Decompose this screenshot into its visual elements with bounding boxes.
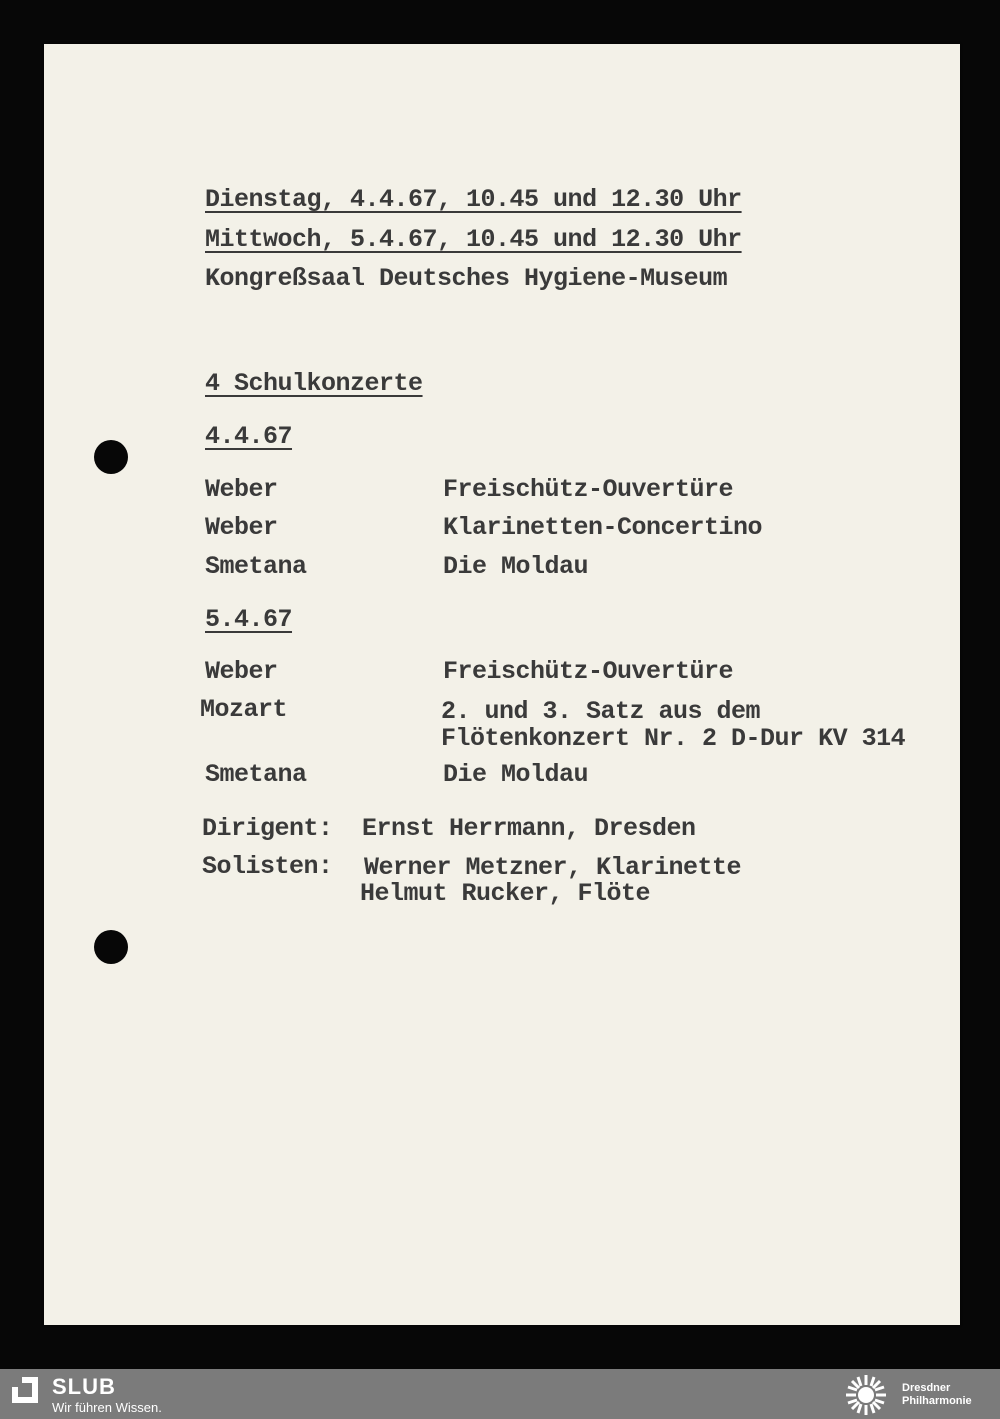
concert1-composer-3: Smetana xyxy=(205,552,307,581)
concert1-work-3: Die Moldau xyxy=(443,552,589,581)
soloists-label: Solisten: xyxy=(202,852,333,881)
concert1-composer-2: Weber xyxy=(205,513,278,542)
conductor-label: Dirigent: xyxy=(202,814,333,843)
punch-hole-bottom xyxy=(94,930,128,964)
header-line-wednesday: Mittwoch, 5.4.67, 10.45 und 12.30 Uhr xyxy=(205,225,742,254)
concert2-composer-2: Mozart xyxy=(200,695,288,724)
concert1-composer-1: Weber xyxy=(205,475,278,504)
slub-logo-icon xyxy=(12,1377,38,1403)
footer-bar xyxy=(0,1369,1000,1419)
slub-tagline: Wir führen Wissen. xyxy=(52,1400,162,1415)
soloist-1: Werner Metzner, Klarinette xyxy=(364,853,742,882)
soloist-2: Helmut Rucker, Flöte xyxy=(360,879,651,908)
concert2-work-2-continued: Flötenkonzert Nr. 2 D-Dur KV 314 xyxy=(441,724,906,753)
philharmonie-logo-icon xyxy=(842,1371,890,1419)
section-title: 4 Schulkonzerte xyxy=(205,369,423,398)
concert2-date: 5.4.67 xyxy=(205,605,293,634)
slub-name: SLUB xyxy=(52,1374,116,1399)
punch-hole-top xyxy=(94,440,128,474)
concert2-work-1: Freischütz-Ouvertüre xyxy=(443,657,734,686)
header-line-tuesday: Dienstag, 4.4.67, 10.45 und 12.30 Uhr xyxy=(205,185,742,214)
philharmonie-name xyxy=(902,1382,972,1408)
document-page xyxy=(44,44,960,1325)
concert2-work-2: 2. und 3. Satz aus dem xyxy=(441,697,761,726)
concert1-date: 4.4.67 xyxy=(205,422,293,451)
philharmonie-line-1: Dresdner xyxy=(902,1382,951,1394)
philharmonie-line-2: Philharmonie xyxy=(902,1395,972,1407)
concert1-work-2: Klarinetten-Concertino xyxy=(443,513,763,542)
concert1-work-1: Freischütz-Ouvertüre xyxy=(443,475,734,504)
venue: Kongreßsaal Deutsches Hygiene-Museum xyxy=(205,264,728,293)
concert2-composer-3: Smetana xyxy=(205,760,307,789)
conductor-name: Ernst Herrmann, Dresden xyxy=(362,814,696,843)
concert2-work-3: Die Moldau xyxy=(443,760,589,789)
concert2-composer-1: Weber xyxy=(205,657,278,686)
